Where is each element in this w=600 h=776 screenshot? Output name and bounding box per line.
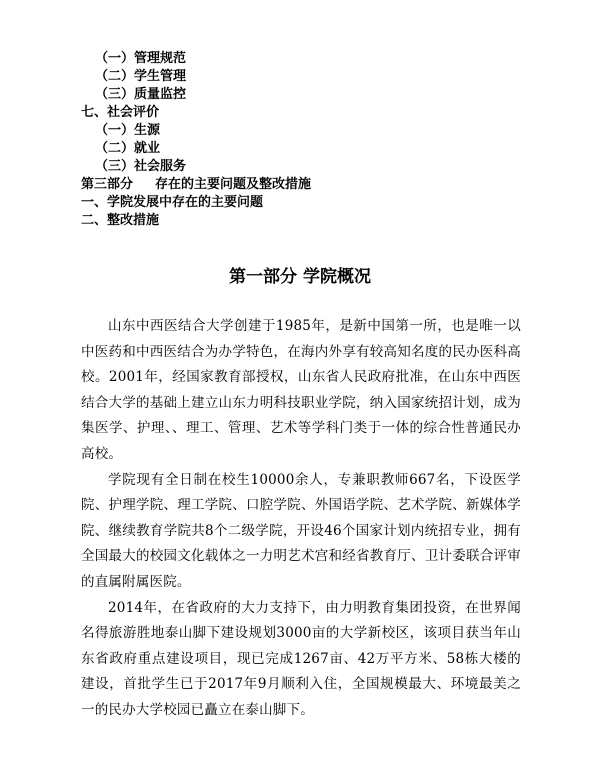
toc-item: （一）管理规范 (95, 51, 187, 66)
toc-part-label: 第三部分 (81, 177, 134, 192)
toc-part-heading (81, 176, 541, 194)
toc-item: 一、学院发展中存在的主要问题 (81, 195, 264, 210)
toc-item: （一）生源 (95, 123, 161, 138)
table-of-contents (81, 50, 541, 230)
paragraph: 山东中西医结合大学创建于1985年，是新中国第一所，也是唯一以中医药和中西医结合为办学特色，在海内外享有较高知名度的民办医科高校。2001年，经国家教育部授权，山东省人民政府批准，在山东中西医结合大学的基础上建立山东力明科技职业学院，纳入国家统招计划，成为集医学、护理、、理工、管理、艺术等学科门类于一体的综合性普通民办高校。 (81, 318, 521, 462)
toc-part-title: 存在的主要问题及整改措施 (155, 177, 312, 192)
toc-item: （三）社会服务 (95, 159, 187, 174)
toc-item: 二、整改措施 (81, 213, 160, 228)
paragraph: 2014年，在省政府的大力支持下，由力明教育集团投资，在世界闻名得旅游胜地泰山脚下建设规划3000亩的大学新校区，该项目获当年山东省政府重点建设项目，现已完成1267亩、42万平方米、58栋大楼的建设，首批学生已于2017年9月顺利入住，全国规模最大、环境最美之一的民办大学校园已矗立在泰山脚下。 (81, 599, 521, 718)
toc-item: （二）学生管理 (95, 69, 187, 84)
section-title: 第一部分 学院概况 (229, 267, 371, 287)
body-text (81, 314, 521, 724)
toc-item: 七、社会评价 (81, 105, 160, 120)
toc-item: （二）就业 (95, 141, 161, 156)
toc-item: （三）质量监控 (95, 87, 187, 102)
paragraph: 学院现有全日制在校生10000余人，专兼职教师667名，下设医学院、护理学院、理工学院、口腔学院、外国语学院、艺术学院、新媒体学院、继续教育学院共8个二级学院，开设46个国家计划内统招专业，拥有全国最大的校园文化载体之一力明艺术宫和经省教育厅、卫计委联合评审的直属附属医院。 (81, 471, 521, 590)
